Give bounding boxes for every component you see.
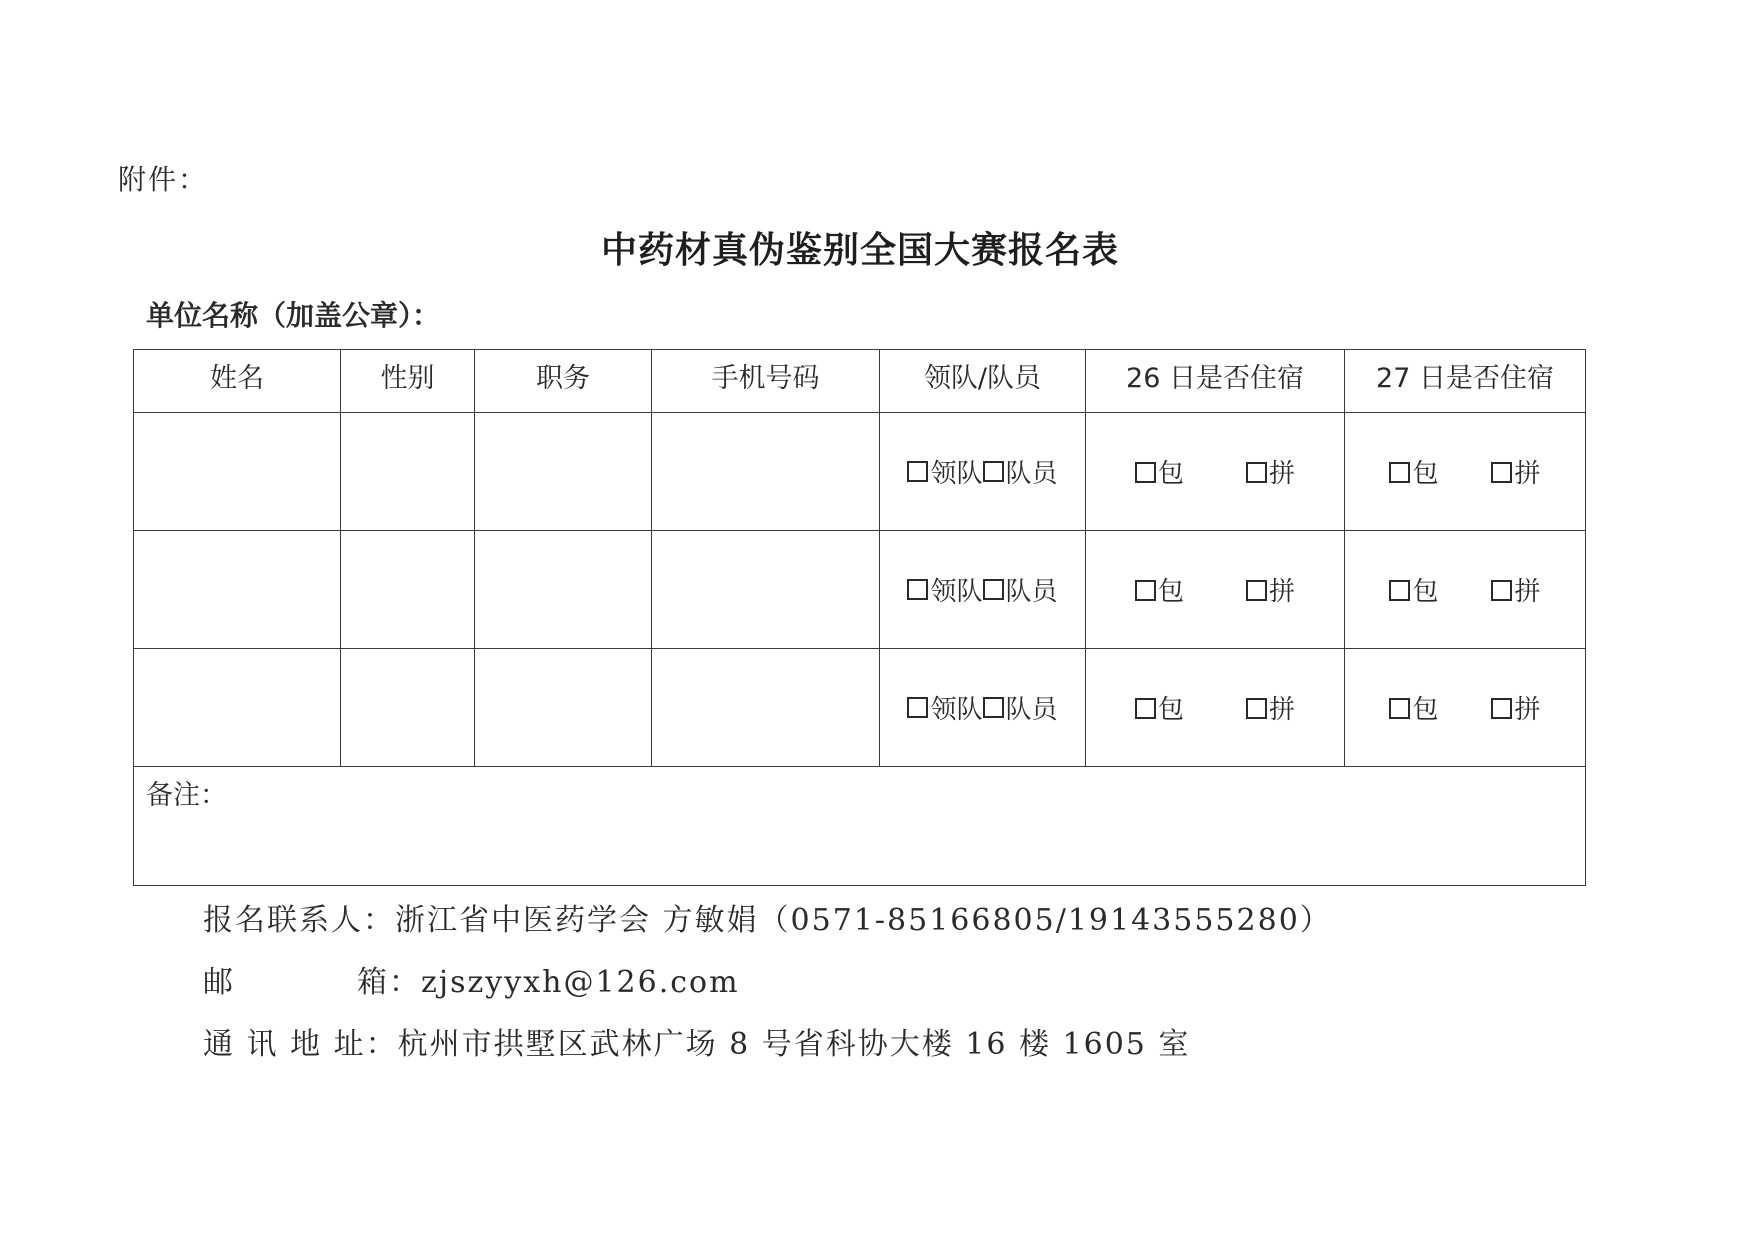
lodging-full-label: 包 xyxy=(1412,695,1439,725)
remark-row xyxy=(134,767,1586,886)
lodging-27-cell xyxy=(1345,413,1586,531)
header-gender: 性别 xyxy=(341,350,475,413)
lodging-full-label: 包 xyxy=(1412,577,1439,607)
lodging-shared-label: 拼 xyxy=(1268,459,1295,489)
email-colon: ： xyxy=(389,965,421,1000)
leader-checkbox[interactable] xyxy=(907,579,928,600)
gender-cell[interactable] xyxy=(341,413,475,531)
header-lodging-26: 26 日是否住宿 xyxy=(1086,350,1345,413)
lodging-26-shared-checkbox[interactable] xyxy=(1246,462,1267,483)
address-value: 杭州市拱墅区武林广场 8 号省科协大楼 16 楼 1605 室 xyxy=(397,1027,1191,1062)
lodging-27-cell xyxy=(1345,649,1586,767)
phone-cell[interactable] xyxy=(652,531,880,649)
position-cell[interactable] xyxy=(475,413,652,531)
email-label-char: 邮 xyxy=(203,965,235,1000)
role-cell xyxy=(880,413,1086,531)
email-label-char: 箱 xyxy=(357,965,389,1000)
role-cell xyxy=(880,649,1086,767)
table-row xyxy=(134,413,1586,531)
member-checkbox[interactable] xyxy=(983,579,1004,600)
address-label: 通 讯 地 址： xyxy=(203,1027,398,1062)
gender-cell[interactable] xyxy=(341,531,475,649)
header-lodging-27: 27 日是否住宿 xyxy=(1345,350,1586,413)
header-position: 职务 xyxy=(475,350,652,413)
lodging-27-full-checkbox[interactable] xyxy=(1389,462,1410,483)
position-cell[interactable] xyxy=(475,531,652,649)
leader-option-label: 领队 xyxy=(930,695,983,725)
address-line xyxy=(203,1019,1190,1063)
contact-person-line xyxy=(203,895,1332,939)
lodging-27-full-checkbox[interactable] xyxy=(1389,698,1410,719)
leader-option-label: 领队 xyxy=(930,459,983,489)
lodging-26-full-checkbox[interactable] xyxy=(1135,462,1156,483)
lodging-26-full-checkbox[interactable] xyxy=(1135,580,1156,601)
remark-cell[interactable] xyxy=(134,767,1586,886)
table-row xyxy=(134,531,1586,649)
lodging-26-shared-checkbox[interactable] xyxy=(1246,698,1267,719)
lodging-26-cell xyxy=(1086,531,1345,649)
name-cell[interactable] xyxy=(134,413,341,531)
lodging-shared-label: 拼 xyxy=(1514,577,1541,607)
header-phone: 手机号码 xyxy=(652,350,880,413)
leader-checkbox[interactable] xyxy=(907,461,928,482)
table-row xyxy=(134,649,1586,767)
lodging-full-label: 包 xyxy=(1412,459,1439,489)
name-cell[interactable] xyxy=(134,531,341,649)
contact-person-label: 报名联系人： xyxy=(203,903,395,938)
member-checkbox[interactable] xyxy=(983,461,1004,482)
member-checkbox[interactable] xyxy=(983,697,1004,718)
position-cell[interactable] xyxy=(475,649,652,767)
role-cell xyxy=(880,531,1086,649)
unit-name-label: 单位名称（加盖公章）： xyxy=(146,299,441,332)
lodging-26-shared-checkbox[interactable] xyxy=(1246,580,1267,601)
lodging-26-cell xyxy=(1086,413,1345,531)
lodging-shared-label: 拼 xyxy=(1514,695,1541,725)
lodging-shared-label: 拼 xyxy=(1268,695,1295,725)
remark-label: 备注： xyxy=(146,780,227,811)
member-option-label: 队员 xyxy=(1005,695,1058,725)
registration-table xyxy=(133,349,1586,886)
contact-person-value: 浙江省中医药学会 方敏娟（0571-85166805/19143555280） xyxy=(395,903,1332,938)
leader-option-label: 领队 xyxy=(930,577,983,607)
lodging-full-label: 包 xyxy=(1157,577,1184,607)
table-header-row xyxy=(134,350,1586,413)
gender-cell[interactable] xyxy=(341,649,475,767)
lodging-full-label: 包 xyxy=(1157,695,1184,725)
form-title: 中药材真伪鉴别全国大赛报名表 xyxy=(600,230,1119,271)
email-line xyxy=(203,957,740,1001)
lodging-full-label: 包 xyxy=(1157,459,1184,489)
leader-checkbox[interactable] xyxy=(907,697,928,718)
phone-cell[interactable] xyxy=(652,649,880,767)
lodging-27-shared-checkbox[interactable] xyxy=(1491,698,1512,719)
lodging-shared-label: 拼 xyxy=(1268,577,1295,607)
lodging-27-full-checkbox[interactable] xyxy=(1389,580,1410,601)
name-cell[interactable] xyxy=(134,649,341,767)
member-option-label: 队员 xyxy=(1005,459,1058,489)
lodging-27-cell xyxy=(1345,531,1586,649)
header-role: 领队/队员 xyxy=(880,350,1086,413)
lodging-27-shared-checkbox[interactable] xyxy=(1491,580,1512,601)
attachment-label: 附件： xyxy=(118,163,209,196)
lodging-26-full-checkbox[interactable] xyxy=(1135,698,1156,719)
member-option-label: 队员 xyxy=(1005,577,1058,607)
header-name: 姓名 xyxy=(134,350,341,413)
email-value[interactable]: zjszyyxh@126.com xyxy=(421,965,740,1000)
phone-cell[interactable] xyxy=(652,413,880,531)
lodging-27-shared-checkbox[interactable] xyxy=(1491,462,1512,483)
lodging-26-cell xyxy=(1086,649,1345,767)
lodging-shared-label: 拼 xyxy=(1514,459,1541,489)
